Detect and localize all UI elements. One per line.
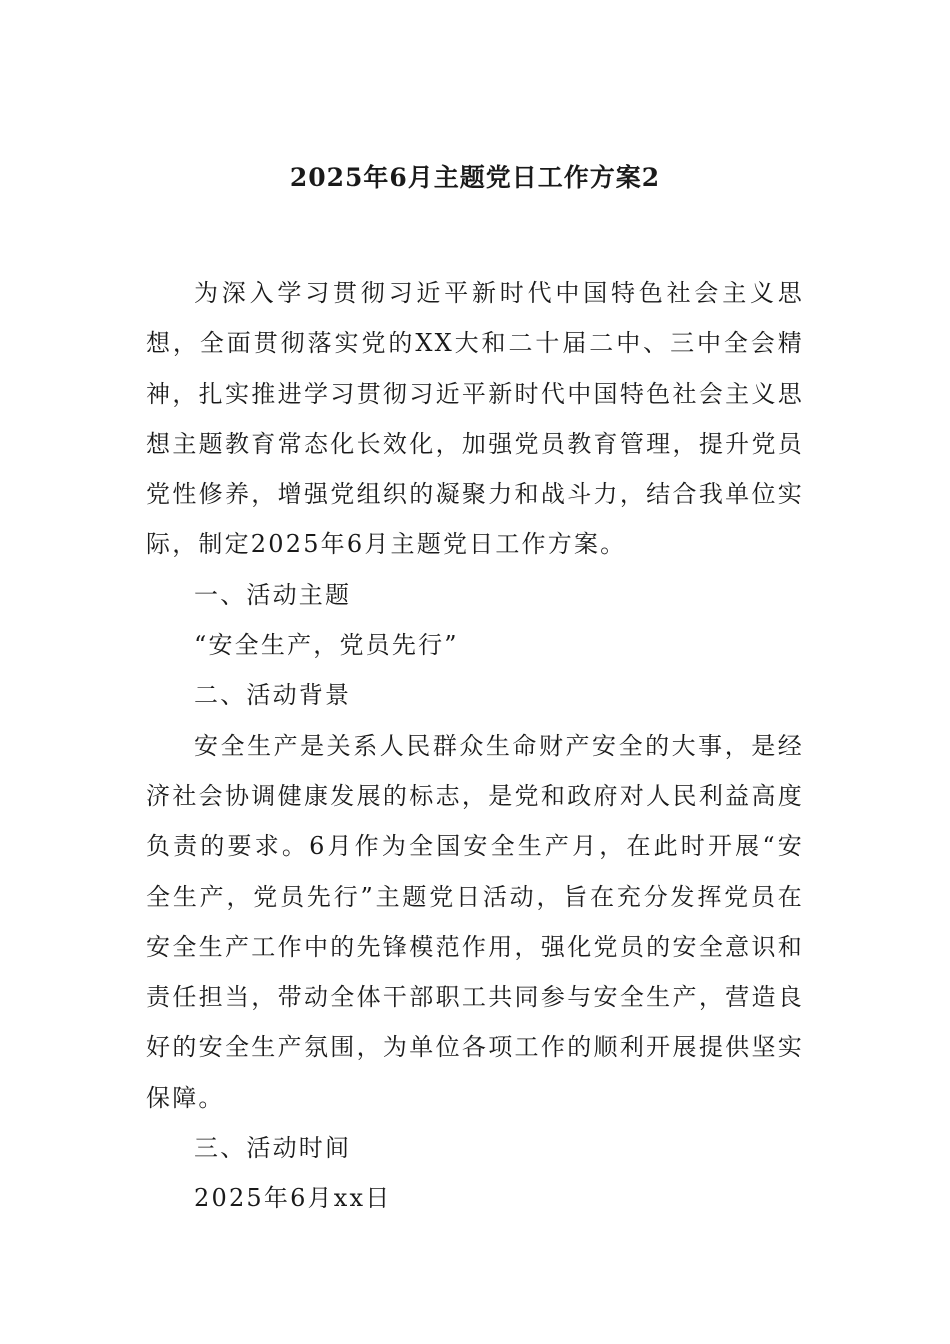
activity-date: 2025年6月xx日	[194, 1184, 392, 1213]
section-heading-theme: 一、活动主题	[194, 580, 352, 609]
section-heading-time: 三、活动时间	[194, 1134, 352, 1163]
document-body	[146, 268, 804, 1224]
background-paragraph: 安全生产是关系人民群众生命财产安全的大事，是经济社会协调健康发展的标志，是党和政府对人民利益高度负责的要求。6月作为全国安全生产月，在此时开展“安全生产，党员先行”主题党日活动，旨在充分发挥党员在安全生产工作中的先锋模范作用，强化党员的安全意识和责任担当，带动全体干部职工共同参与安全生产，营造良好的安全生产氛围，为单位各项工作的顺利开展提供坚实保障。	[146, 731, 804, 1112]
intro-paragraph: 为深入学习贯彻习近平新时代中国特色社会主义思想，全面贯彻落实党的XX大和二十届二中、三中全会精神，扎实推进学习贯彻习近平新时代中国特色社会主义思想主题教育常态化长效化，加强党员教育管理，提升党员党性修养，增强党组织的凝聚力和战斗力，结合我单位实际，制定2025年6月主题党日工作方案。	[146, 279, 804, 559]
theme-text: “安全生产，党员先行”	[194, 631, 459, 660]
document-title: 2025年6月主题党日工作方案2	[289, 163, 661, 192]
section-heading-background: 二、活动背景	[194, 681, 352, 710]
